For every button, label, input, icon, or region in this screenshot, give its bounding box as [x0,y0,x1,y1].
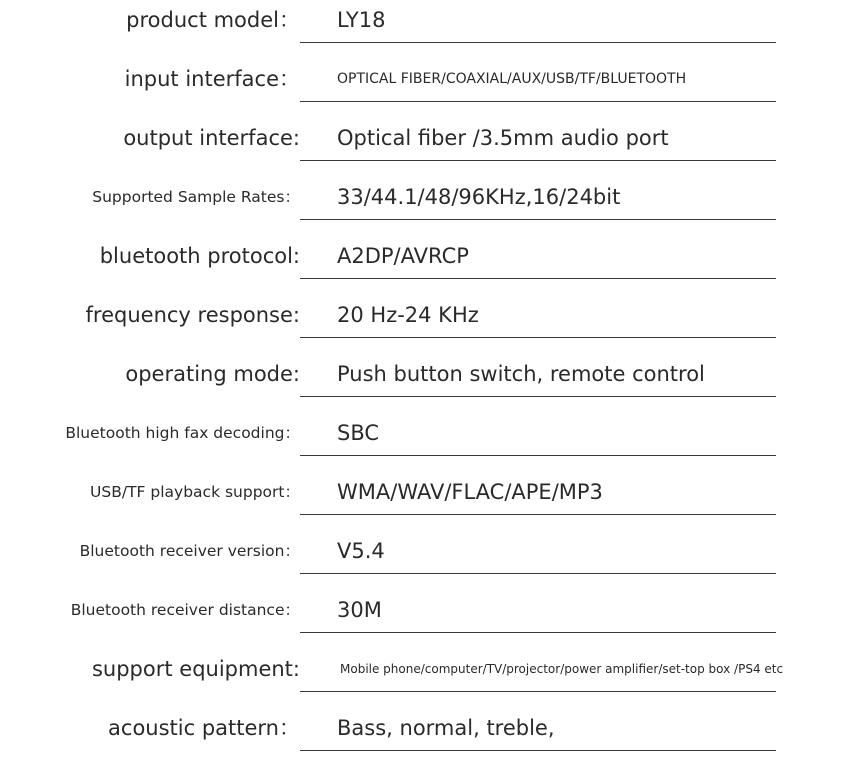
spec-value: 30M [337,598,382,622]
spec-label: Bluetooth receiver version： [79,542,300,560]
spec-label: frequency response: [85,303,300,327]
spec-row-input-interface [0,59,857,118]
spec-value: V5.4 [337,539,385,563]
spec-label: Bluetooth high fax decoding： [65,424,300,442]
spec-row-bluetooth-protocol [0,236,857,295]
row-divider [300,396,776,397]
spec-value: SBC [337,421,380,445]
row-divider [300,632,776,633]
spec-row-product-model [0,0,857,59]
spec-label: acoustic pattern： [108,716,300,740]
row-divider [300,219,776,220]
spec-label: bluetooth protocol: [99,244,300,268]
row-divider [300,101,776,102]
spec-value: A2DP/AVRCP [337,244,469,268]
spec-row-receiver-version [0,531,857,590]
row-divider [300,455,776,456]
spec-label: output interface: [123,126,300,150]
spec-value: Bass, normal, treble, [337,716,555,740]
spec-row-acoustic-pattern [0,708,857,767]
spec-value: Optical fiber /3.5mm audio port [337,126,669,150]
row-divider [300,750,776,751]
spec-label: Supported Sample Rates： [92,188,300,206]
spec-row-receiver-distance [0,590,857,649]
spec-label: support equipment: [91,657,300,681]
spec-label: operating mode: [125,362,300,386]
spec-row-usb-tf-playback [0,472,857,531]
row-divider [300,573,776,574]
spec-value: Push button switch, remote control [337,362,705,386]
spec-value: 33/44.1/48/96KHz,16/24bit [337,185,621,209]
spec-label: USB/TF playback support： [90,483,300,501]
row-divider [300,691,776,692]
spec-row-sample-rates [0,177,857,236]
spec-row-operating-mode [0,354,857,413]
spec-value: OPTICAL FIBER/COAXIAL/AUX/USB/TF/BLUETOOTH [337,71,687,87]
spec-row-frequency-response [0,295,857,354]
spec-value: Mobile phone/computer/TV/projector/power amplifier/set-top box /PS4 etc [340,662,784,676]
spec-label: Bluetooth receiver distance： [70,601,300,619]
row-divider [300,337,776,338]
spec-value: LY18 [337,8,386,32]
spec-row-bluetooth-decoding [0,413,857,472]
spec-value: WMA/WAV/FLAC/APE/MP3 [337,480,603,504]
row-divider [300,278,776,279]
spec-label: product model： [126,8,300,32]
spec-label: input interface： [124,67,300,91]
row-divider [300,160,776,161]
spec-row-support-equipment [0,649,857,708]
spec-row-output-interface [0,118,857,177]
row-divider [300,42,776,43]
row-divider [300,514,776,515]
spec-value: 20 Hz-24 KHz [337,303,479,327]
